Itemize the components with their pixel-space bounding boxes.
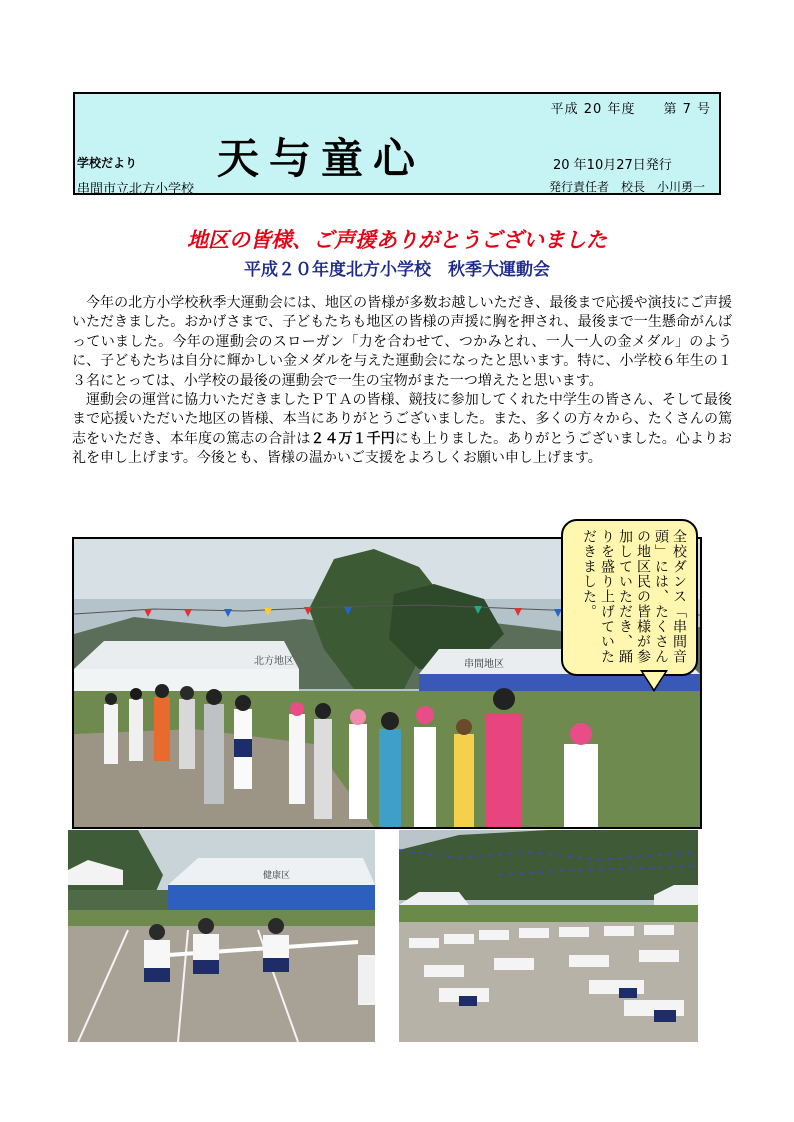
article-body bbox=[72, 294, 732, 469]
publisher: 発行責任者 校長 小川勇一 bbox=[548, 180, 705, 194]
photo-caption: 全校ダンス「串間音頭」には、たくさんの地区民の皆様が参加していただき、踊りを盛り上げていただきました。 bbox=[581, 529, 687, 664]
headline: 地区の皆様、ご声援ありがとうございました bbox=[187, 228, 607, 252]
tent-sign: 北方地区 bbox=[254, 656, 294, 667]
issue-date: 20 年10月27日発行 bbox=[553, 158, 672, 173]
issue-number: 平成 20 年度 第 7 号 bbox=[550, 102, 711, 117]
donation-total: ２４万１千円 bbox=[310, 430, 395, 447]
gymnastics-photo bbox=[399, 830, 698, 1042]
subheadline: 平成２０年度北方小学校 秋季大運動会 bbox=[244, 260, 550, 280]
article-paragraph-1: 今年の北方小学校秋季大運動会には、地区の皆様が多数お越しいただき、最後まで応援や演技にご声援いただきました。おかげさまで、子どもたちも地区の皆様の声援に胸を押され、最後まで一生懸命がんばっていました。今年の運動会のスローガン「力を合わせて、つかみとれ、一人一人の金メダル」のように、子どもたちは自分に輝かしい金メダルを与えた運動会になったと思います。特に、小学校６年生の１３名にとっては、小学校の最後の運動会で一生の宝物がまた一つ増えたと思います。 bbox=[72, 295, 732, 389]
tent-sign: 串間地区 bbox=[464, 659, 504, 670]
article-paragraph-2 bbox=[72, 391, 732, 469]
masthead bbox=[73, 92, 721, 195]
photo-caption-bubble bbox=[561, 519, 698, 676]
newsletter-title: 天与童心 bbox=[217, 134, 426, 183]
bubble-tail bbox=[643, 672, 665, 689]
article-text: にも上りました。ありがとうございました。心よりお礼を申し上げます。今後とも、皆様の温かいご支援をよろしくお願い申し上げます。 bbox=[72, 430, 733, 467]
article-text: 運動会の運営に協力いただきましたＰＴＡの皆様、競技に参加してくれた中学生の皆さん、そして最後まで応援いただいた地区の皆様、本当にありがとうございました。また、多くの方々から、たくさんの篤志をいただき、本年度の篤志の合計は bbox=[72, 392, 732, 447]
newsletter-label: 学校だより bbox=[77, 156, 138, 170]
race-photo bbox=[68, 830, 375, 1042]
tent-sign: 健康区 bbox=[263, 871, 291, 881]
school-name: 串間市立北方小学校 bbox=[77, 182, 195, 197]
